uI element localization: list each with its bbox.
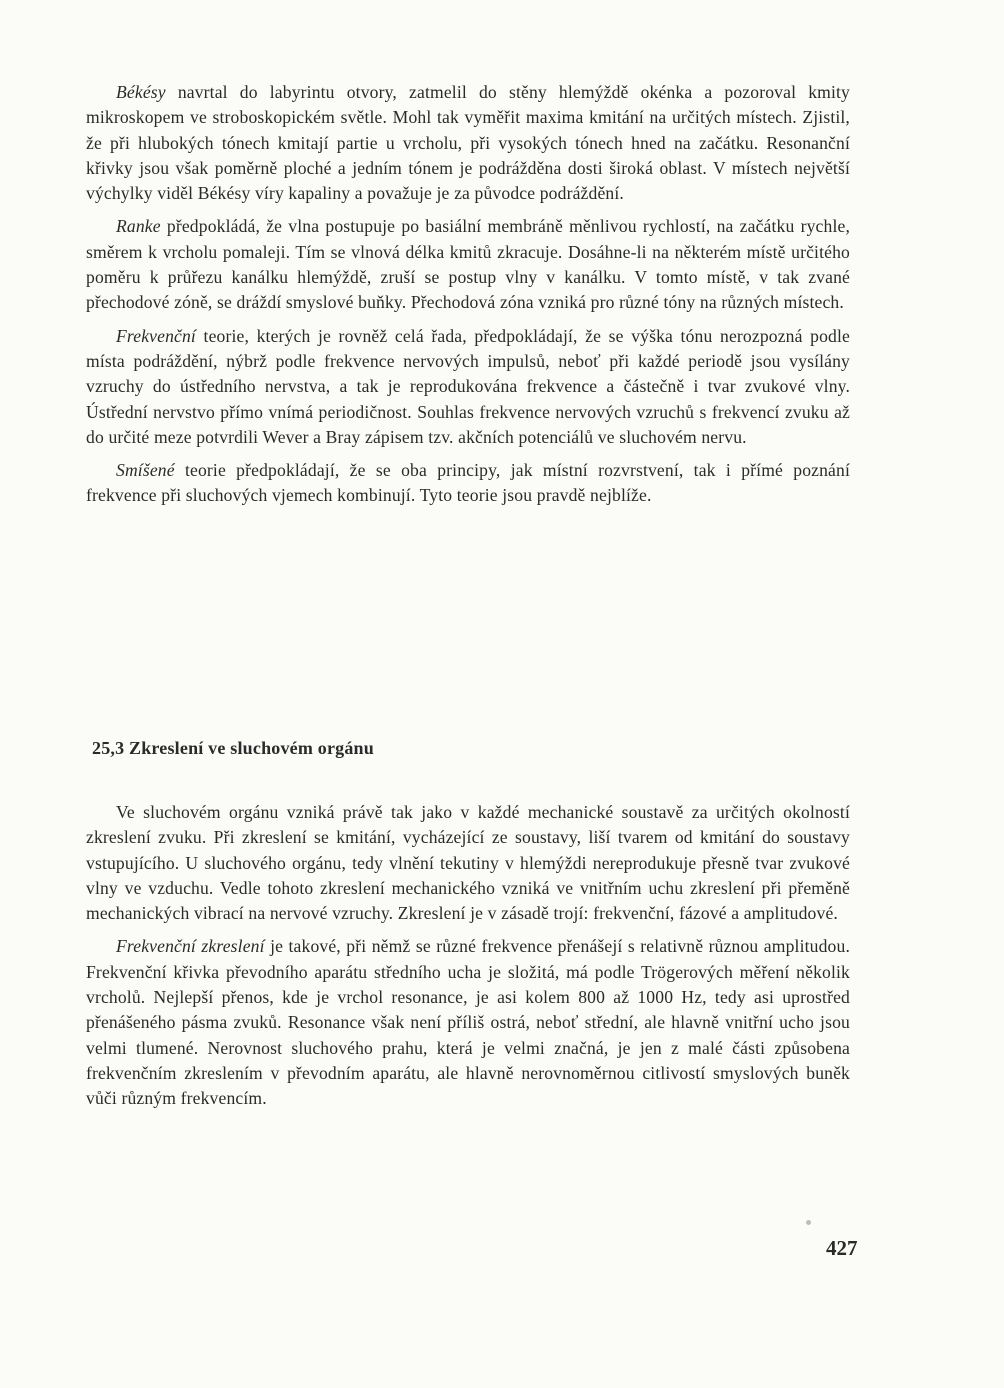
page-number: 427 (826, 1236, 858, 1260)
text-frequency: teorie, kterých je rovněž celá řada, předpokládají, že se výška tónu nerozpozná podle místa podráždění, nýbrž podle frekvence nervových impulsů, neboť při každé periodě jsou vysílány vzruchy do ústředního nervstva, a tak je reprodukována frekvence a částečně i tvar zvukové vlny. Ústřední nervstvo přímo vnímá periodičnost. Souhlas frekvence nervových vzruchů s frekvencí zvuku až do určité meze potvrdili Wever a Bray zápisem tzv. akčních potenciálů ve sluchovém nervu. (86, 325, 850, 447)
term-frequency: Frekvenční (116, 325, 196, 346)
distortion-section (86, 800, 850, 1112)
theories-section (86, 80, 850, 509)
term-ranke: Ranke (116, 216, 161, 237)
paragraph-ranke (86, 214, 850, 315)
term-mixed: Smíšené (116, 460, 175, 481)
text-ranke: předpokládá, že vlna postupuje po basiální membráně měnlivou rychlostí, na začátku rychle, směrem k vrcholu pomaleji. Tím se vlnová délka kmitů zkracuje. Dosáhne-li na některém místě určitého poměru k průřezu kanálku hlemýždě, zruší se postup vlny v kanálku. V tomto místě, v tak zvané přechodové zóně, se dráždí smyslové buňky. Přechodová zóna vzniká pro různé tóny na různých místech. (86, 216, 850, 313)
term-bekesy: Békésy (116, 82, 166, 102)
text-frequency-distortion: je takové, při němž se různé frekvence přenášejí s relativně různou amplitudou. Frekvenční křivka převodního aparátu středního ucha je složitá, má podle Trögerových měření několik vrcholů. Nejlepší přenos, kde je vrchol resonance, je asi kolem 800 až 1000 Hz, tedy asi uprostřed přenášeného pásma zvuků. Resonance však není příliš ostrá, neboť střední, ale hlavně vnitřní ucho jsou velmi tlumené. Nerovnost sluchového prahu, která je velmi značná, je jen z malé části způsobena frekvenčním zkreslením v převodním aparátu, ale hlavně nerovnoměrnou citlivostí smyslových buněk vůči různým frekvencím. (86, 936, 850, 1109)
print-speck (806, 1220, 811, 1225)
paragraph-frequency-theories (86, 324, 850, 450)
text-distortion-intro: Ve sluchovém orgánu vzniká právě tak jako v každé mechanické soustavě za určitých okolností zkreslení zvuku. Při zkreslení se kmitání, vycházející ze soustavy, liší tvarem od kmitání do soustavy vstupujícího. U sluchového orgánu, tedy vlnění tekutiny v hlemýždi nereprodukuje přesně tvar zvukové vlny ve vzduchu. Vedle tohoto zkreslení mechanického vzniká ve vnitřním uchu zkreslení při přeměně mechanických vibrací na nervové vzruchy. Zkreslení je v zásadě trojí: frekvenční, fázové a amplitudové. (86, 802, 850, 924)
text-mixed: teorie předpokládají, že se oba principy, jak místní rozvrstvení, tak i přímé poznání frekvence při sluchových vjemech kombinují. Tyto teorie jsou pravdě nejblíže. (86, 460, 850, 506)
paragraph-bekesy (86, 80, 850, 206)
paragraph-frequency-distortion (86, 934, 850, 1111)
term-frequency-distortion: Frekvenční zkreslení (116, 936, 265, 957)
text-bekesy: navrtal do labyrintu otvory, zatmelil do stěny hlemýždě okénka a pozoroval kmity mikroskopem ve stroboskopickém světle. Mohl tak vyměřit maxima kmitání na určitých místech. Zjistil, že při hlubokých tónech kmitají partie u vrcholu, při vysokých tónech hned na začátku. Resonanční křivky jsou však poměrně ploché a jedním tónem je podrážděna dosti široká oblast. V místech největší výchylky viděl Békésy víry kapaliny a považuje je za původce podráždění. (86, 82, 850, 204)
paragraph-mixed-theories (86, 458, 850, 509)
paragraph-distortion-intro (86, 800, 850, 926)
section-heading: 25,3 Zkreslení ve sluchovém orgánu (92, 738, 374, 758)
